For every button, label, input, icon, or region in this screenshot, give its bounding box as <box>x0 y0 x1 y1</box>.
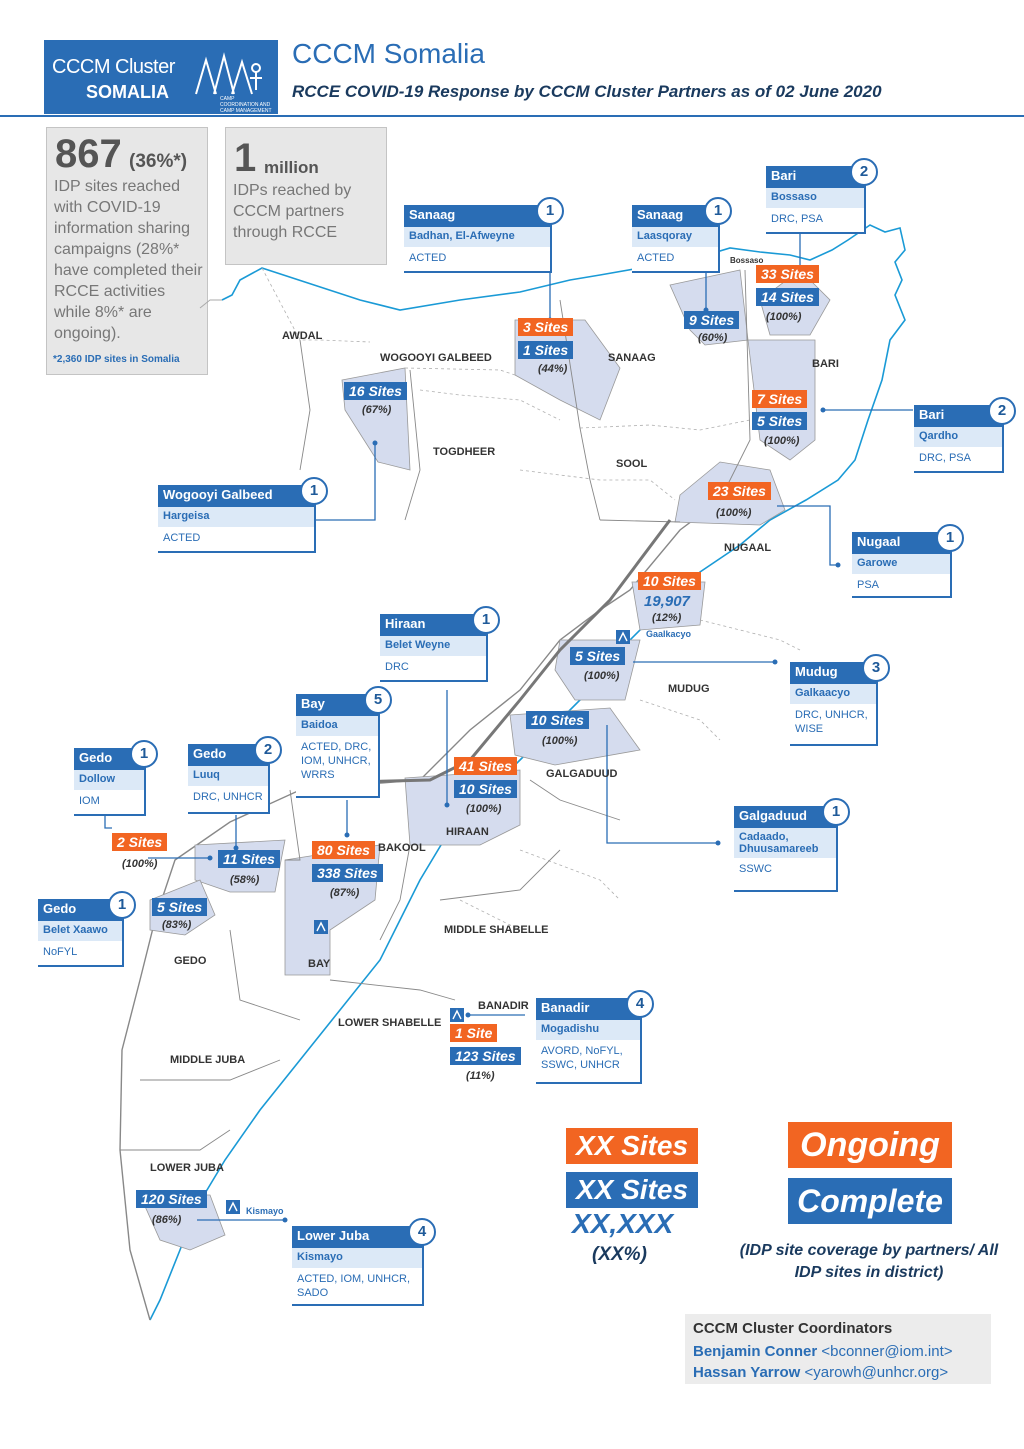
region-gedo: GEDO <box>174 955 207 967</box>
partner-count: 1 <box>472 606 500 634</box>
region-bakool: BAKOOL <box>378 842 426 854</box>
sites-ongoing-baidoa: 80 Sites <box>312 841 375 859</box>
partner-count: 5 <box>364 686 392 714</box>
legend-complete: Complete <box>788 1178 952 1224</box>
pct-bossaso: (100%) <box>766 311 802 323</box>
partner-list: DRC, UNHCR, WISE <box>795 709 868 735</box>
page-title: CCCM Somalia <box>292 38 485 69</box>
sites-ongoing-qardho: 7 Sites <box>752 390 807 408</box>
partner-district: Belet Xaawo <box>38 921 122 941</box>
partner-district: Bossaso <box>766 188 864 208</box>
partner-box-bari-bossaso <box>766 163 869 234</box>
pct-laasqoray: (60%) <box>698 332 728 344</box>
partner-region: Nugaal <box>852 532 950 554</box>
partner-district: Belet Weyne <box>380 636 486 656</box>
region-lower-shabelle: LOWER SHABELLE <box>338 1017 442 1029</box>
partner-list: DRC, UNHCR <box>193 791 263 803</box>
pct-luuq: (58%) <box>230 874 260 886</box>
sites-complete-qardho: 5 Sites <box>752 412 807 430</box>
partner-count: 1 <box>108 891 136 919</box>
sites-complete-beletweyne: 10 Sites <box>454 780 517 798</box>
partner-count: 1 <box>536 197 564 225</box>
page-subtitle: RCCE COVID-19 Response by CCCM Cluster Partners as of 02 June 2020 <box>292 82 882 101</box>
sites-complete-mogadishu: 123 Sites <box>450 1047 521 1065</box>
sites-complete-beletxaawo: 5 Sites <box>152 898 207 916</box>
partner-region: Lower Juba <box>292 1226 422 1248</box>
place-galkacyo: Gaalkacyo <box>646 629 692 639</box>
sites-complete-bossaso: 14 Sites <box>756 288 819 306</box>
partner-region: Bari <box>914 405 1002 427</box>
partner-district: Galkaacyo <box>790 684 876 704</box>
pct-garowe: (100%) <box>716 507 752 519</box>
legend-sites-complete: XX Sites <box>566 1172 698 1208</box>
region-awdal: AWDAL <box>282 330 323 342</box>
logo-line1: CCCM Cluster <box>52 56 175 78</box>
region-togdheer: TOGDHEER <box>433 446 496 458</box>
partner-count: 3 <box>862 654 890 682</box>
region-galgaduud: GALGADUUD <box>546 768 618 780</box>
pct-baidoa: (87%) <box>330 887 360 899</box>
partner-box-wogooyi-hargeisa <box>158 482 319 553</box>
sites-percent: (36%*) <box>129 151 188 172</box>
coordinator-1-name: Benjamin Conner <box>693 1343 818 1360</box>
region-banadir: BANADIR <box>478 1000 529 1012</box>
partner-box-gedo-beletxaawo <box>38 896 127 967</box>
partner-count: 1 <box>704 197 732 225</box>
partner-list: NoFYL <box>43 946 78 958</box>
partner-region: Banadir <box>536 998 640 1020</box>
logo-small-text: CAMP COORDINATION AND CAMP MANAGEMENT <box>220 96 272 114</box>
region-lower-juba: LOWER JUBA <box>150 1162 224 1174</box>
partner-district: Mogadishu <box>536 1020 640 1040</box>
partner-box-sanaag-badhan <box>404 202 555 273</box>
sites-complete-badhan: 1 Sites <box>518 341 573 359</box>
partner-count: 1 <box>822 798 850 826</box>
idps-number: 1 <box>234 136 257 180</box>
pct-qardho: (100%) <box>764 435 800 447</box>
partner-count: 1 <box>936 524 964 552</box>
coordinator-1 <box>693 1343 953 1360</box>
partner-list: DRC, PSA <box>771 213 823 225</box>
legend-idps: XX,XXX <box>572 1208 674 1239</box>
partner-box-gedo-luuq <box>188 741 273 814</box>
partner-count: 1 <box>130 740 158 768</box>
pct-galkacyo: (12%) <box>652 612 682 624</box>
sites-ongoing-bossaso: 33 Sites <box>756 265 819 283</box>
coordinator-2-name: Hassan Yarrow <box>693 1364 801 1381</box>
logo-line2: SOMALIA <box>86 82 169 102</box>
partner-district: Luuq <box>188 766 268 786</box>
place-bossaso: Bossaso <box>730 256 764 265</box>
pct-hargeisa: (67%) <box>362 404 392 416</box>
partner-region: Sanaag <box>632 205 718 227</box>
partner-list: DRC <box>385 661 409 673</box>
partner-list: ACTED, DRC, IOM, UNHCR, WRRS <box>301 741 372 781</box>
partner-district: Hargeisa <box>158 507 314 527</box>
partner-count: 2 <box>850 158 878 186</box>
idps-description: IDPs reached by CCCM partners through RCCE <box>233 182 352 241</box>
partner-region: Gedo <box>74 748 144 770</box>
region-sanaag: SANAAG <box>608 352 656 364</box>
sites-complete-luuq: 11 Sites <box>218 850 280 868</box>
pct-kismayo: (86%) <box>152 1214 182 1226</box>
partner-count: 1 <box>300 477 328 505</box>
sites-complete-hargeisa: 16 Sites <box>344 382 407 400</box>
coordinators-box <box>685 1314 991 1384</box>
sites-complete-baidoa: 338 Sites <box>312 864 383 882</box>
pct-galgaduud: (100%) <box>542 735 578 747</box>
sites-footnote: *2,360 IDP sites in Somalia <box>53 354 180 365</box>
partner-box-hiraan-beletweyne <box>380 611 491 682</box>
sites-ongoing-mogadishu: 1 Site <box>450 1024 497 1042</box>
sites-ongoing-garowe: 23 Sites <box>708 482 771 500</box>
sites-ongoing-dollow: 2 Sites <box>112 833 167 851</box>
partner-box-bari-qardho <box>914 402 1007 473</box>
pct-beletweyne: (100%) <box>466 803 502 815</box>
partner-list: ACTED, IOM, UNHCR, SADO <box>297 1273 411 1299</box>
sites-complete-mudug: 5 Sites <box>570 647 625 665</box>
partner-box-bay-baidoa <box>296 691 383 798</box>
partner-list: IOM <box>79 795 100 807</box>
partner-district: Qardho <box>914 427 1002 447</box>
partner-district: Baidoa <box>296 716 378 736</box>
partner-list: AVORD, NoFYL, SSWC, UNHCR <box>541 1045 623 1071</box>
coordinator-2-email[interactable]: <yarowh@unhcr.org> <box>804 1364 949 1381</box>
idps-unit: million <box>264 158 319 177</box>
partner-count: 4 <box>408 1218 436 1246</box>
partner-box-sanaag-laasqoray <box>632 202 723 273</box>
partner-count: 2 <box>988 397 1016 425</box>
sites-ongoing-badhan: 3 Sites <box>518 318 573 336</box>
partner-district: Dollow <box>74 770 144 790</box>
region-middle-juba: MIDDLE JUBA <box>170 1054 246 1066</box>
coordinators-title: CCCM Cluster Coordinators <box>693 1320 893 1337</box>
region-bay: BAY <box>308 958 331 970</box>
partner-district: Badhan, El-Afweyne <box>404 227 550 247</box>
partner-box-banadir-mogadishu <box>536 995 645 1084</box>
coordinator-2 <box>693 1364 948 1381</box>
sites-complete-galgaduud: 10 Sites <box>526 711 589 729</box>
region-middle-shabelle: MIDDLE SHABELLE <box>444 924 549 936</box>
partner-box-gedo-dollow <box>74 745 149 816</box>
legend-sites-ongoing: XX Sites <box>566 1128 698 1164</box>
partner-region: Gedo <box>38 899 122 921</box>
partner-list: SSWC <box>739 863 772 875</box>
legend-pct: (XX%) <box>592 1244 647 1265</box>
partner-region: Mudug <box>790 662 876 684</box>
region-sool: SOOL <box>616 458 648 470</box>
partner-region: Galgaduud <box>734 806 836 828</box>
partner-box-galgaduud <box>734 803 841 892</box>
partner-box-lowerjuba-kismayo <box>292 1223 427 1306</box>
legend-note: (IDP site coverage by partners/ All IDP sites in district) <box>739 1242 999 1281</box>
partner-list: DRC, PSA <box>919 452 971 464</box>
partner-count: 4 <box>626 990 654 1018</box>
partner-list: ACTED <box>637 252 675 264</box>
partner-list: ACTED <box>163 532 201 544</box>
partner-district: Garowe <box>852 554 950 574</box>
partner-district: Laasqoray <box>632 227 718 247</box>
partner-region: Gedo <box>188 744 268 766</box>
partner-box-mudug-galkacyo <box>790 659 881 746</box>
partner-list: ACTED <box>409 252 447 264</box>
partner-list: PSA <box>857 579 880 591</box>
pct-mogadishu: (11%) <box>466 1070 495 1082</box>
place-kismayo: Kismayo <box>246 1206 284 1216</box>
partner-district: Kismayo <box>292 1248 422 1268</box>
region-nugaal: NUGAAL <box>724 542 772 554</box>
partner-region: Wogooyi Galbeed <box>158 485 314 507</box>
idps-galkacyo: 19,907 <box>644 593 690 610</box>
sites-ongoing-galkacyo: 10 Sites <box>638 572 701 590</box>
partner-region: Hiraan <box>380 614 486 636</box>
partner-region: Sanaag <box>404 205 550 227</box>
region-wogooyi-galbeed: WOGOOYI GALBEED <box>380 352 492 364</box>
partner-district: Cadaado, Dhuusamareeb <box>734 828 836 858</box>
partner-box-nugaal-garowe <box>852 529 955 598</box>
pct-dollow: (100%) <box>122 858 158 870</box>
region-bari: BARI <box>812 358 839 370</box>
pct-badhan: (44%) <box>538 363 568 375</box>
sites-ongoing-beletweyne: 41 Sites <box>454 757 517 775</box>
coordinator-1-email[interactable]: <bconner@iom.int> <box>821 1343 953 1360</box>
sites-description: IDP sites reached with COVID-19 information sharing campaigns (28%* have completed their RCCE activities while 8%* are ongoing). <box>54 178 203 342</box>
pct-beletxaawo: (83%) <box>162 919 192 931</box>
sites-complete-laasqoray: 9 Sites <box>684 311 739 329</box>
pct-mudug: (100%) <box>584 670 620 682</box>
sites-complete-kismayo: 120 Sites <box>136 1190 207 1208</box>
legend-ongoing: Ongoing <box>788 1122 952 1168</box>
partner-count: 2 <box>254 736 282 764</box>
sites-number: 867 <box>55 132 122 176</box>
partner-region: Bari <box>766 166 864 188</box>
region-hiraan: HIRAAN <box>446 826 489 838</box>
partner-region: Bay <box>296 694 378 716</box>
region-mudug: MUDUG <box>668 683 710 695</box>
